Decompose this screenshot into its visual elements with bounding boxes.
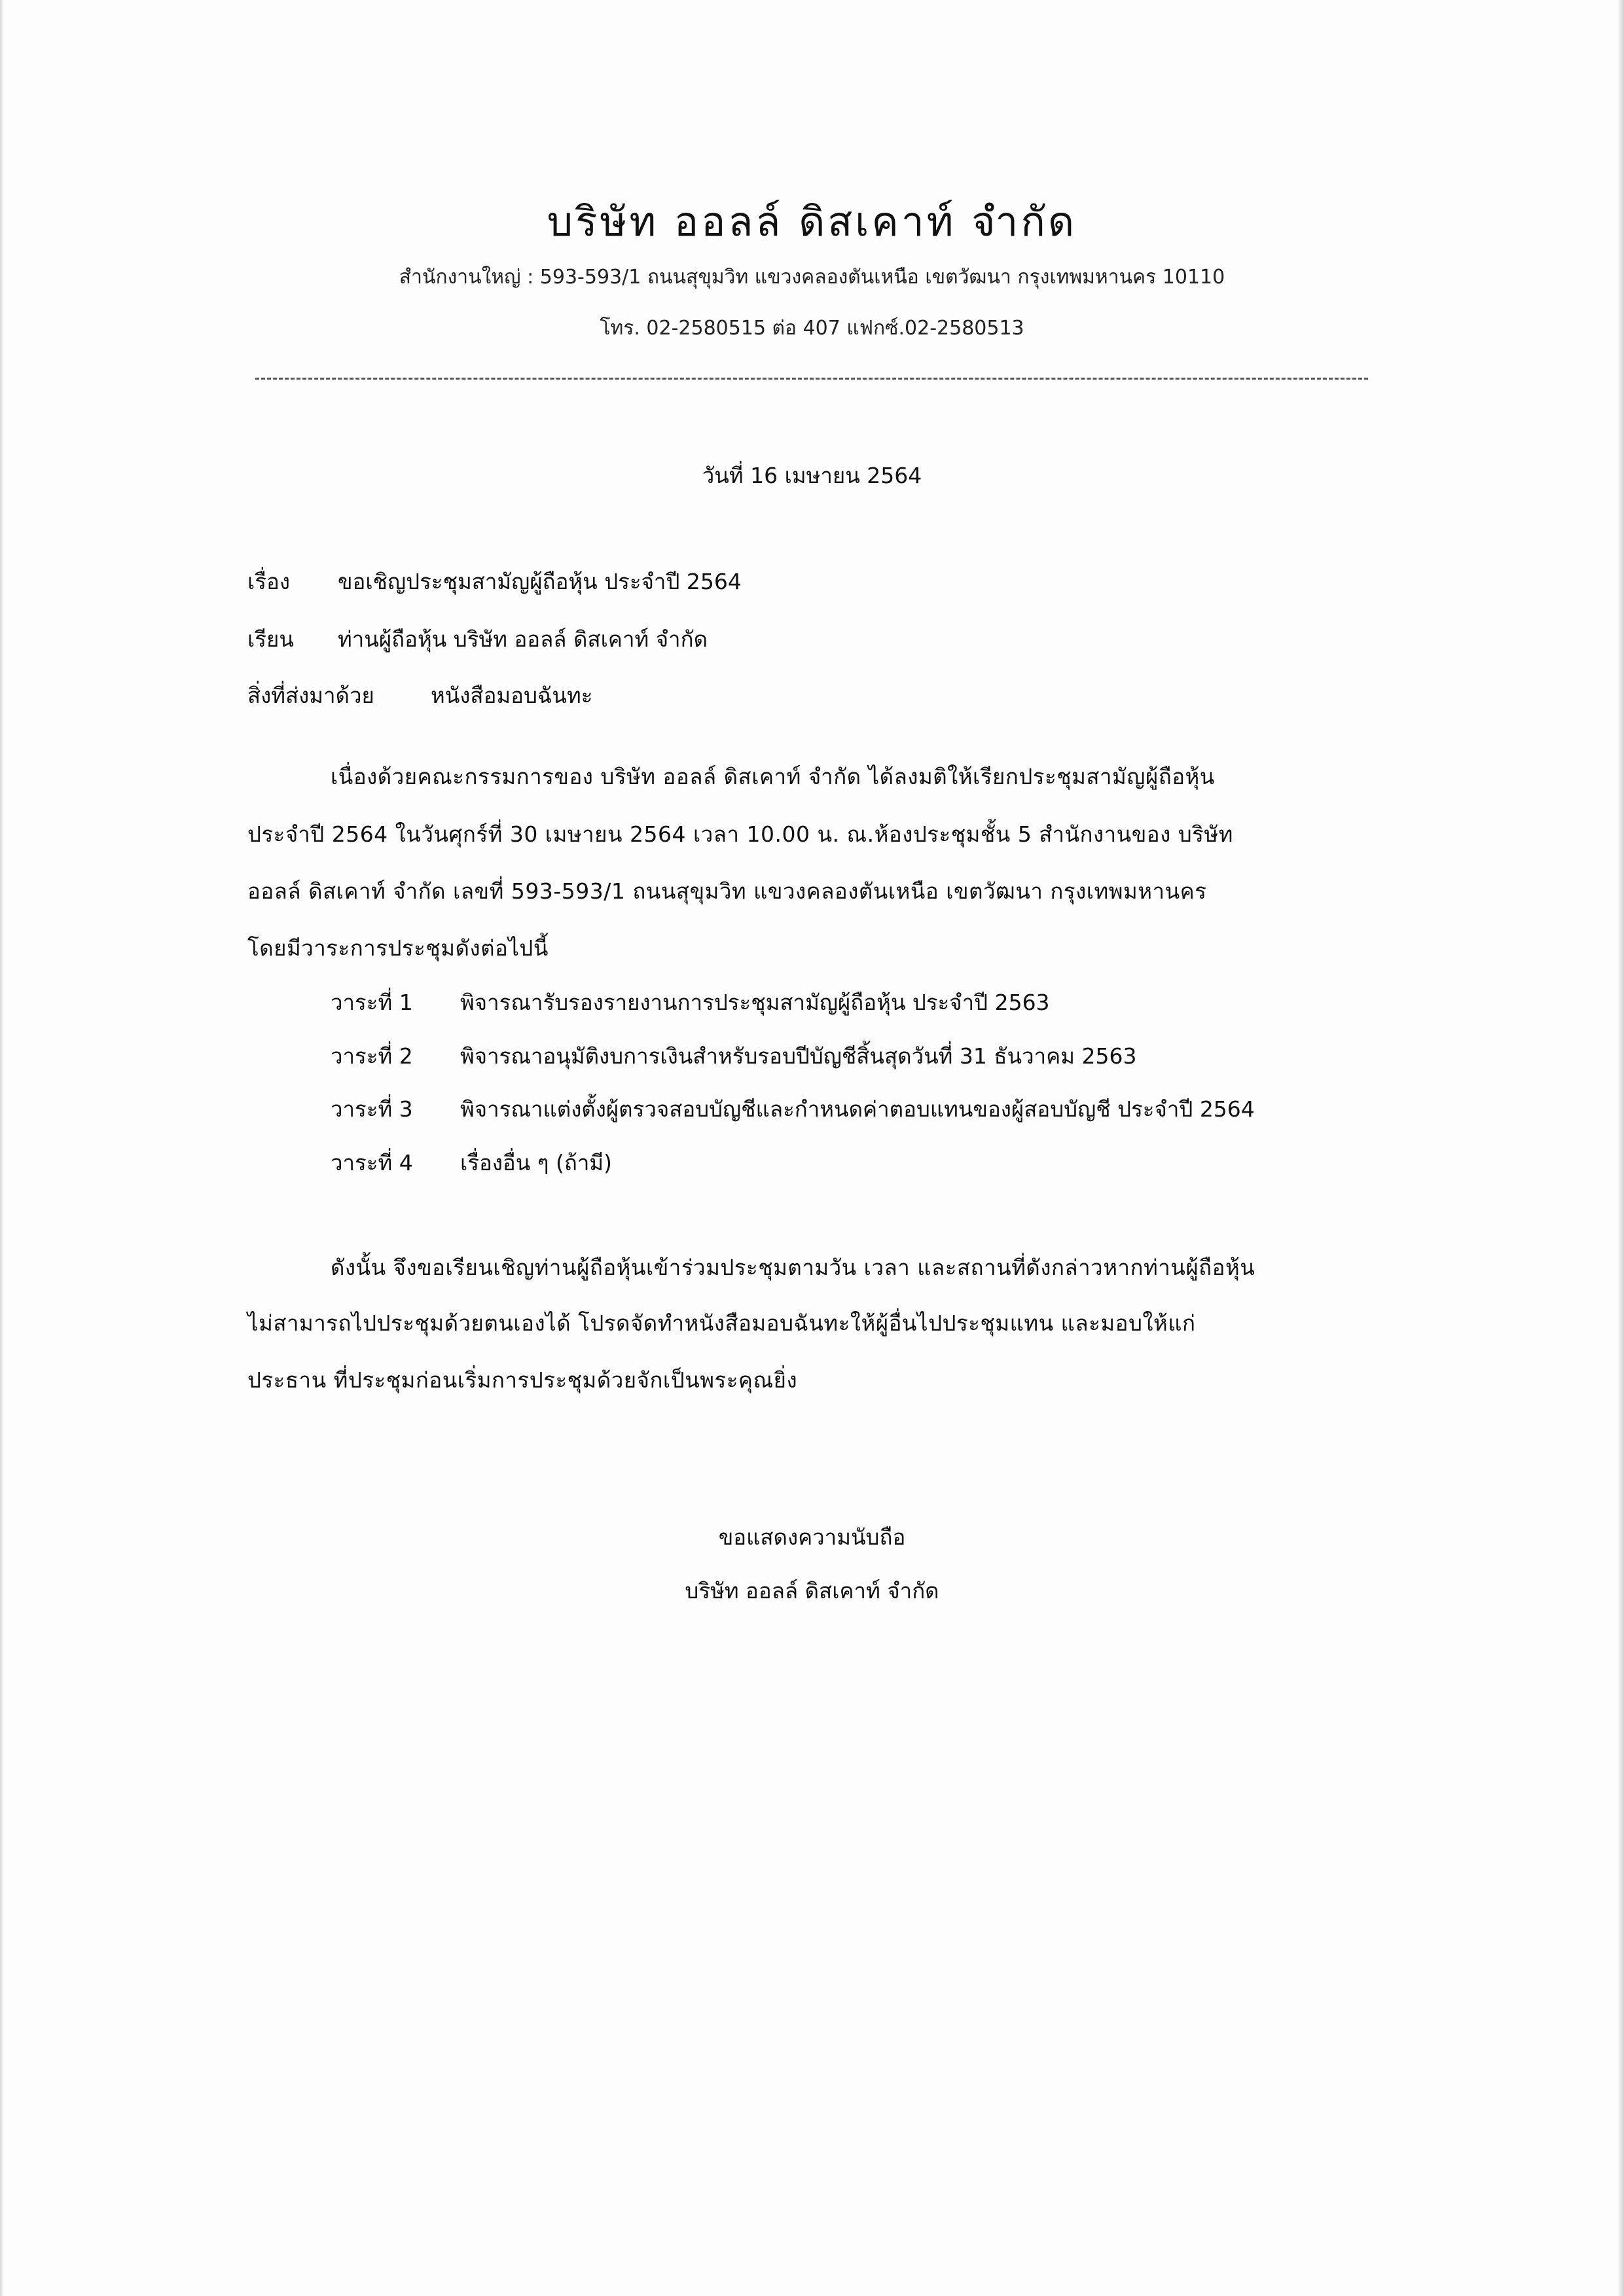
recipient-label: เรียน	[247, 626, 294, 652]
subject-label: เรื่อง	[247, 569, 290, 594]
body-line-2: ประจำปี 2564 ในวันศุกร์ที่ 30 เมษายน 2564 เวลา 10.00 น. ณ.ห้องประชุมชั้น 5 สำนักงานของ บริษัท	[247, 821, 1233, 847]
company-title: บริษัท ออลล์ ดิสเคาท์ จำกัด	[547, 198, 1077, 245]
agenda-label: วาระที่ 2	[331, 1043, 413, 1069]
enclosure-value: หนังสือมอบฉันทะ	[431, 683, 593, 708]
scan-edge-left	[0, 0, 4, 2296]
agenda-item-4	[331, 1145, 612, 1180]
agenda-text: พิจารณาอนุมัติงบการเงินสำหรับรอบปีบัญชีสิ้นสุดวันที่ 31 ธันวาคม 2563	[460, 1043, 1137, 1069]
recipient-value: ท่านผู้ถือหุ้น บริษัท ออลล์ ดิสเคาท์ จำกัด	[338, 626, 708, 652]
closing-line-2: ไม่สามารถไปประชุมด้วยตนเองได้ โปรดจัดทำหนังสือมอบฉันทะให้ผู้อื่นไปประชุมแทน และมอบให้แก่	[247, 1310, 1196, 1336]
header-divider	[255, 378, 1368, 380]
subject-value: ขอเชิญประชุมสามัญผู้ถือหุ้น ประจำปี 2564	[338, 569, 742, 594]
agenda-label: วาระที่ 3	[331, 1096, 413, 1122]
closing-line-1: ดังนั้น จึงขอเรียนเชิญท่านผู้ถือหุ้นเข้าร่วมประชุมตามวัน เวลา และสถานที่ดังกล่าวหากท่านผู้ถือหุ้น	[331, 1255, 1255, 1280]
subject-row	[247, 564, 742, 599]
agenda-item-2	[331, 1039, 1136, 1073]
agenda-label: วาระที่ 1	[331, 990, 413, 1015]
closing-line-3: ประธาน ที่ประชุมก่อนเริ่มการประชุมด้วยจักเป็นพระคุณยิ่ง	[247, 1367, 798, 1393]
recipient-row	[247, 622, 708, 656]
signoff-salutation: ขอแสดงความนับถือ	[718, 1524, 906, 1550]
agenda-text: พิจารณารับรองรายงานการประชุมสามัญผู้ถือหุ้น ประจำปี 2563	[460, 990, 1050, 1015]
signoff-company: บริษัท ออลล์ ดิสเคาท์ จำกัด	[685, 1578, 939, 1604]
scan-edge-right	[1617, 0, 1624, 2296]
agenda-text: เรื่องอื่น ๆ (ถ้ามี)	[460, 1150, 613, 1175]
agenda-label: วาระที่ 4	[331, 1150, 413, 1175]
body-line-4: โดยมีวาระการประชุมดังต่อไปนี้	[247, 935, 549, 961]
body-line-1: เนื่องด้วยคณะกรรมการของ บริษัท ออลล์ ดิสเคาท์ จำกัด ได้ลงมติให้เรียกประชุมสามัญผู้ถือหุ้น	[331, 764, 1215, 789]
agenda-item-1	[331, 985, 1050, 1020]
letter-date: วันที่ 16 เมษายน 2564	[702, 463, 922, 488]
enclosure-row	[247, 678, 592, 713]
agenda-item-3	[331, 1092, 1255, 1126]
company-address: สำนักงานใหญ่ : 593-593/1 ถนนสุขุมวิท แขวงคลองตันเหนือ เขตวัฒนา กรุงเทพมหานคร 10110	[399, 266, 1225, 289]
company-contact: โทร. 02-2580515 ต่อ 407 แฟกซ์.02-2580513	[600, 317, 1024, 340]
body-line-3: ออลล์ ดิสเคาท์ จำกัด เลขที่ 593-593/1 ถนนสุขุมวิท แขวงคลองตันเหนือ เขตวัฒนา กรุงเทพมหานคร	[247, 878, 1207, 904]
enclosure-label: สิ่งที่ส่งมาด้วย	[247, 683, 374, 708]
agenda-text: พิจารณาแต่งตั้งผู้ตรวจสอบบัญชีและกำหนดค่าตอบแทนของผู้สอบบัญชี ประจำปี 2564	[460, 1096, 1255, 1122]
